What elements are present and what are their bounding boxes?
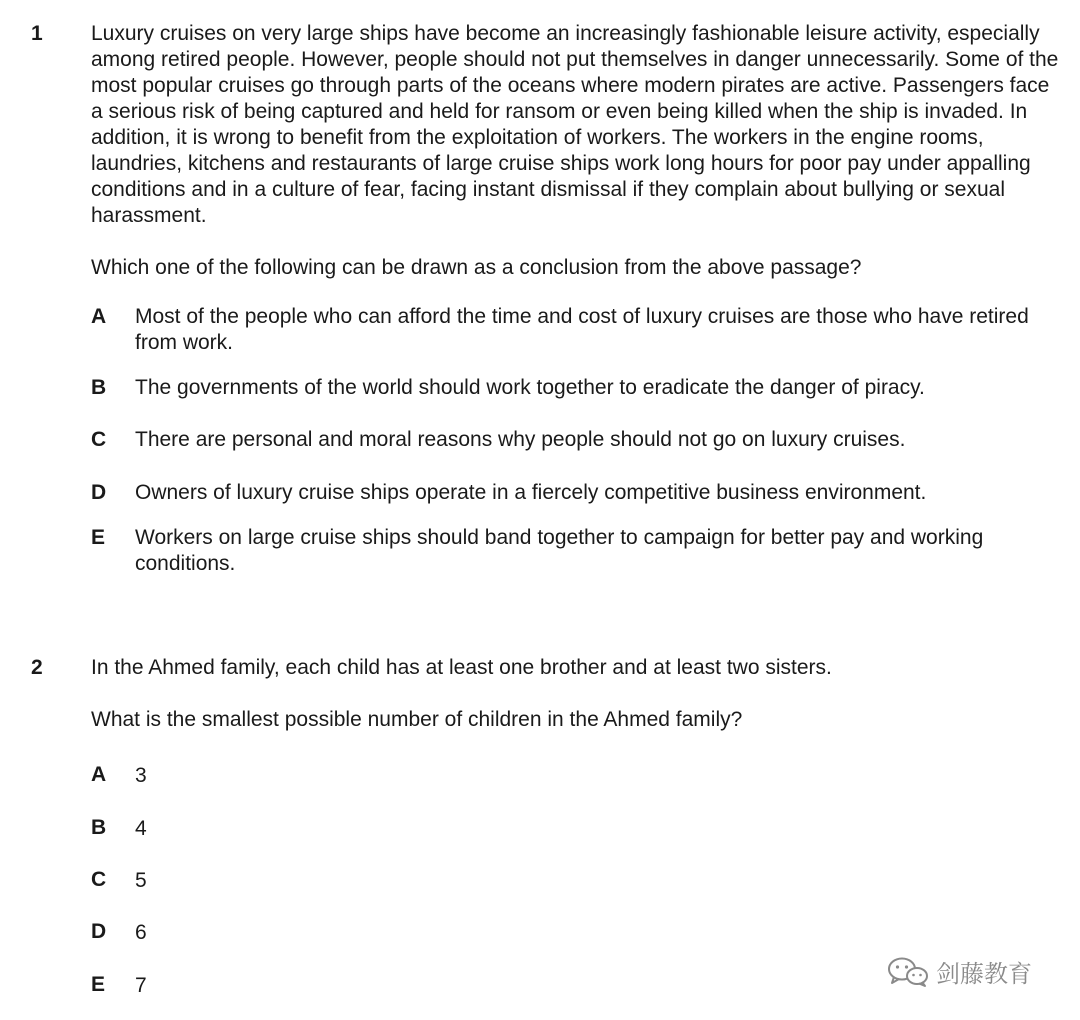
watermark [886, 954, 1032, 989]
question-statement: In the Ahmed family, each child has at least one brother and at least two sisters. [91, 656, 832, 679]
option-letter: C [91, 428, 107, 451]
option-text: 4 [135, 817, 147, 840]
option-letter: D [91, 920, 107, 943]
option-text: Workers on large cruise ships should band together to campaign for better pay and working conditions. [135, 526, 984, 575]
question-prompt: What is the smallest possible number of children in the Ahmed family? [91, 708, 743, 731]
option-letter: D [91, 481, 107, 504]
option-letter: B [91, 816, 107, 839]
option-letter: A [91, 305, 107, 328]
option-text: 7 [135, 974, 147, 997]
question-number: 2 [31, 656, 43, 679]
question-prompt: Which one of the following can be drawn as a conclusion from the above passage? [91, 256, 862, 279]
option-text: Owners of luxury cruise ships operate in a fiercely competitive business environment. [135, 481, 927, 504]
option-letter: E [91, 526, 106, 549]
option-text: Most of the people who can afford the time and cost of luxury cruises are those who have retired from work. [135, 305, 1029, 354]
question-passage: Luxury cruises on very large ships have become an increasingly fashionable leisure activity, especially among retired people. However, people should not put themselves in danger unnecessarily. Some of the most popular cruises go through parts of the oceans where modern pirates are active. Passengers face a serious risk of being captured and held for ransom or even being killed when the ship is invaded. In addition, it is wrong to benefit from the exploitation of workers. The workers in the engine rooms, laundries, kitchens and restaurants of large cruise ships work long hours for poor pay under appalling conditions and in a culture of fear, facing instant dismissal if they complain about bullying or sexual harassment. [91, 22, 1059, 227]
wechat-icon [886, 956, 930, 988]
option-text: 5 [135, 869, 147, 892]
option-letter: A [91, 763, 107, 786]
option-text: 3 [135, 764, 147, 787]
option-text: 6 [135, 921, 147, 944]
option-letter: C [91, 868, 107, 891]
option-text: The governments of the world should work together to eradicate the danger of piracy. [135, 376, 925, 399]
question-number: 1 [31, 22, 43, 45]
option-letter: E [91, 973, 106, 996]
option-letter: B [91, 376, 107, 399]
option-text: There are personal and moral reasons why people should not go on luxury cruises. [135, 428, 906, 451]
watermark-text: 剑藤教育 [936, 960, 1032, 988]
